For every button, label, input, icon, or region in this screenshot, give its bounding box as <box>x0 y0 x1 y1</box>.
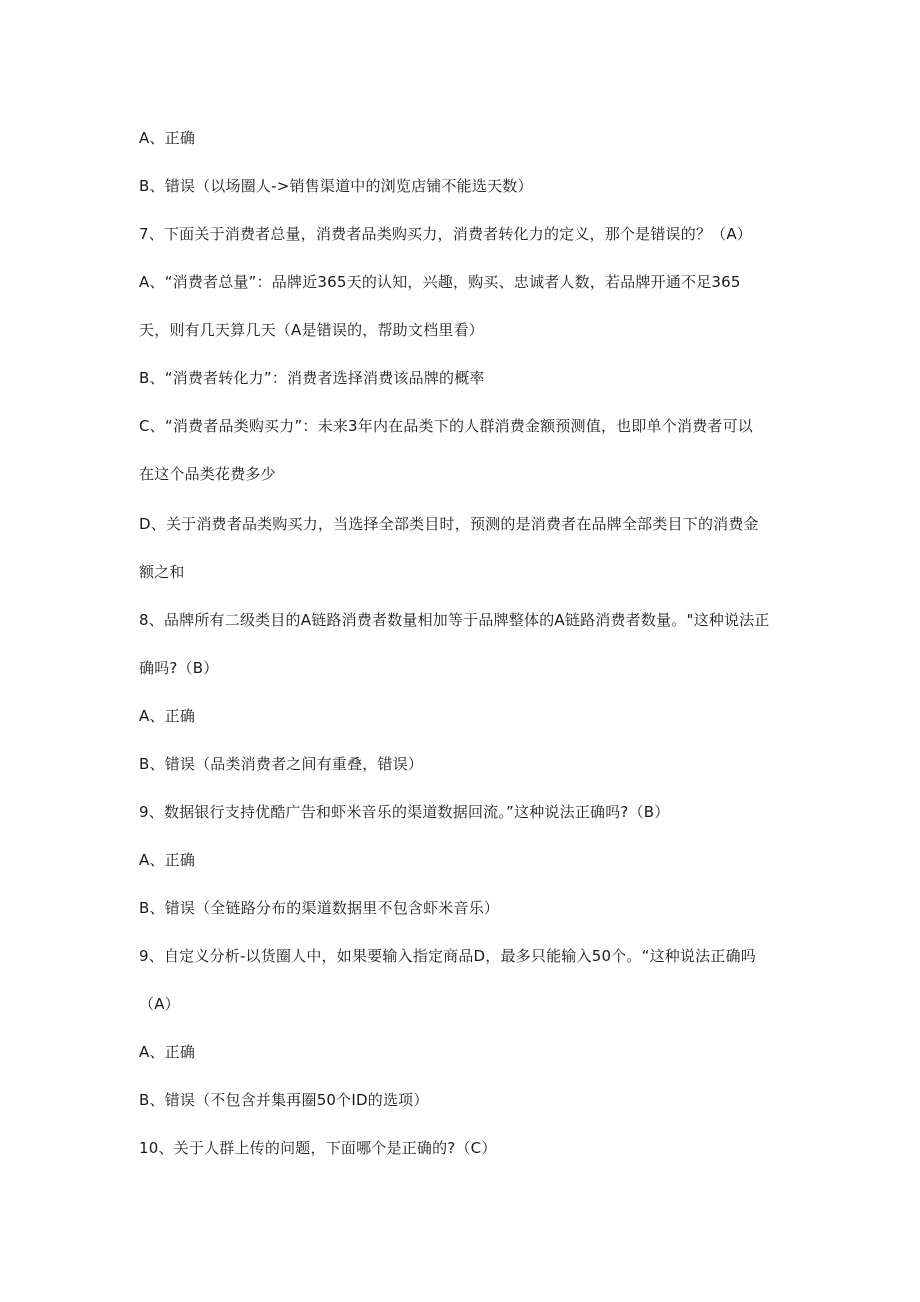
q7-option-d-cont: 额之和 <box>139 563 185 581</box>
q7-option-a-cont: 天，则有几天算几天（A是错误的，帮助文档里看） <box>139 321 484 339</box>
q7-option-d: D、关于消费者品类购买力，当选择全部类目时，预测的是消费者在品牌全部类目下的消费金 <box>139 515 759 533</box>
q7-option-a: A、“消费者总量”：品牌近365天的认知，兴趣，购买、忠诚者人数，若品牌开通不足365 <box>139 273 741 291</box>
question-9b: 9、自定义分析-以货圈人中，如果要输入指定商品D，最多只能输入50个。“这种说法正确吗 <box>139 947 756 965</box>
question-7: 7、下面关于消费者总量，消费者品类购买力，消费者转化力的定义，那个是错误的？（A） <box>139 225 753 243</box>
q9b-option-b: B、错误（不包含并集再圈50个ID的选项） <box>139 1091 429 1109</box>
q8-option-a: A、正确 <box>139 707 196 725</box>
question-9b-cont: （A） <box>139 995 180 1013</box>
q7-option-c-cont: 在这个品类花费多少 <box>139 465 276 483</box>
option-a-correct: A、正确 <box>139 129 196 147</box>
q9b-option-a: A、正确 <box>139 1043 196 1061</box>
q8-option-b: B、错误（品类消费者之间有重叠，错误） <box>139 755 424 773</box>
q9a-option-b: B、错误（全链路分布的渠道数据里不包含虾米音乐） <box>139 899 500 917</box>
question-8-cont: 确吗?（B） <box>139 659 219 677</box>
option-b-wrong: B、错误（以场圈人->销售渠道中的浏览店铺不能选天数） <box>139 177 533 195</box>
question-10: 10、关于人群上传的问题，下面哪个是正确的?（C） <box>139 1139 497 1157</box>
question-8: 8、品牌所有二级类目的A链路消费者数量相加等于品牌整体的A链路消费者数量。"这种说法正 <box>139 611 770 629</box>
q7-option-b: B、“消费者转化力”：消费者选择消费该品牌的概率 <box>139 369 485 387</box>
q7-option-c: C、“消费者品类购买力”：未来3年内在品类下的人群消费金额预测值，也即单个消费者可以 <box>139 417 753 435</box>
question-9a: 9、数据银行支持优酷广告和虾米音乐的渠道数据回流。”这种说法正确吗?（B） <box>139 803 670 821</box>
q9a-option-a: A、正确 <box>139 851 196 869</box>
